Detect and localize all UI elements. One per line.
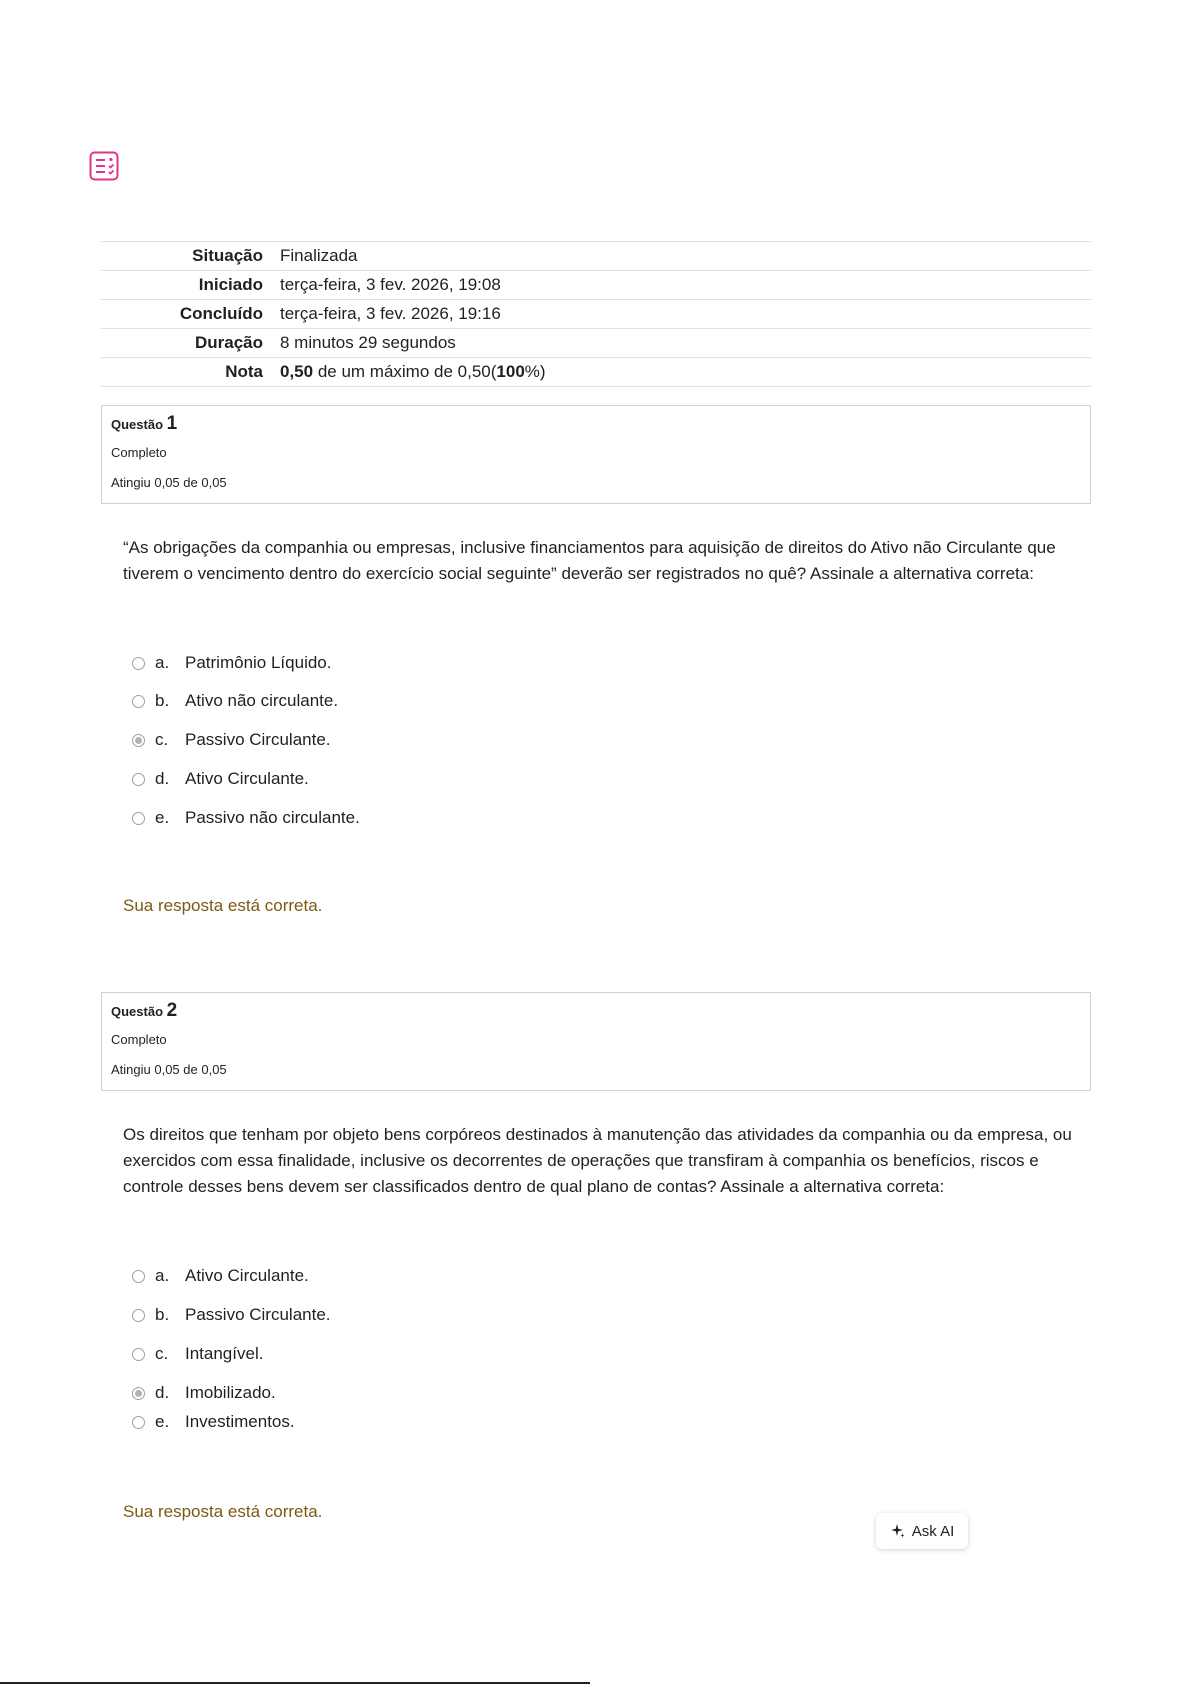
answer-text: Patrimônio Líquido.: [185, 653, 332, 672]
quiz-icon: [89, 151, 119, 181]
answer-letter: e.: [155, 1412, 170, 1431]
summary-label: Iniciado: [198, 275, 263, 294]
radio-button[interactable]: [132, 773, 145, 786]
question-num: 1: [166, 413, 178, 434]
question-state: Completo: [111, 445, 167, 460]
answer-option[interactable]: [132, 1343, 263, 1365]
summary-label: Nota: [225, 362, 263, 381]
answer-option[interactable]: [132, 690, 338, 712]
answer-letter: d.: [155, 1383, 170, 1402]
answer-text: Imobilizado.: [185, 1383, 276, 1402]
question-number: [111, 1000, 177, 1022]
ask-ai-button[interactable]: [876, 1513, 968, 1549]
summary-row-completed: [101, 300, 1091, 329]
radio-button[interactable]: [132, 1416, 145, 1429]
question-number: [111, 413, 177, 435]
summary-label: Situação: [192, 246, 263, 265]
grade-suffix: %): [524, 362, 546, 381]
answer-text: Passivo Circulante.: [185, 1305, 331, 1324]
radio-button[interactable]: [132, 695, 145, 708]
answer-letter: d.: [155, 769, 170, 788]
question-num: 2: [166, 1000, 178, 1021]
answer-text: Intangível.: [185, 1344, 264, 1363]
answer-letter: b.: [155, 691, 170, 710]
answer-text: Passivo não circulante.: [185, 808, 360, 827]
sparkle-icon: [890, 1523, 906, 1539]
answer-option[interactable]: [132, 768, 309, 790]
answer-text: Investimentos.: [185, 1412, 295, 1431]
summary-value: terça-feira, 3 fev. 2026, 19:16: [280, 304, 501, 323]
ask-ai-label: Ask AI: [911, 1522, 955, 1540]
answer-option[interactable]: [132, 1265, 309, 1287]
radio-button[interactable]: [132, 657, 145, 670]
question-info-box: [101, 992, 1091, 1091]
question-text: “As obrigações da companhia ou empresas, inclusive financiamentos para aquisição de direitos do Ativo não Circulante que tiverem o vencimento dentro do exercício social seguinte” deverão ser registrados no quê? Assinale a alternativa correta:: [123, 538, 1056, 583]
attempt-summary-table: [101, 241, 1091, 387]
summary-label: Concluído: [179, 304, 263, 323]
radio-button[interactable]: [132, 1309, 145, 1322]
answer-text: Ativo Circulante.: [185, 1266, 309, 1285]
grade-score: 0,50: [280, 362, 314, 381]
question-grade: Atingiu 0,05 de 0,05: [111, 1062, 227, 1077]
answer-letter: a.: [155, 653, 170, 672]
radio-button-selected[interactable]: [132, 1387, 145, 1400]
answer-text: Passivo Circulante.: [185, 730, 331, 749]
summary-row-duration: [101, 329, 1091, 358]
radio-button-selected[interactable]: [132, 734, 145, 747]
radio-button[interactable]: [132, 812, 145, 825]
summary-value: 8 minutos 29 segundos: [280, 333, 456, 352]
summary-value: Finalizada: [280, 246, 358, 265]
question-prefix: Questão: [111, 1004, 164, 1019]
answer-option[interactable]: [132, 1304, 331, 1326]
radio-button[interactable]: [132, 1348, 145, 1361]
answer-text: Ativo Circulante.: [185, 769, 309, 788]
summary-label: Duração: [194, 333, 263, 352]
question-grade: Atingiu 0,05 de 0,05: [111, 475, 227, 490]
answer-option[interactable]: [132, 1411, 295, 1433]
question-info-box: [101, 405, 1091, 504]
question-text: Os direitos que tenham por objeto bens corpóreos destinados à manutenção das atividades da companhia ou da empresa, ou exercidos com essa finalidade, inclusive os decorrentes de operações que transfiram à companhia os benefícios, riscos e controle desses bens devem ser classificados dentro de qual plano de contas? Assinale a alternativa correta:: [123, 1125, 1072, 1196]
summary-value: terça-feira, 3 fev. 2026, 19:08: [280, 275, 501, 294]
summary-row-grade: [101, 358, 1091, 387]
answer-letter: e.: [155, 808, 170, 827]
answer-option[interactable]: [132, 652, 331, 674]
grade-middle: de um máximo de 0,50(: [313, 362, 497, 381]
answer-letter: a.: [155, 1266, 170, 1285]
answer-text: Ativo não circulante.: [185, 691, 339, 710]
answer-option[interactable]: [132, 807, 360, 829]
grade-percent: 100: [496, 362, 525, 381]
summary-row-started: [101, 271, 1091, 300]
divider: [0, 1682, 590, 1684]
summary-row-status: [101, 242, 1091, 271]
answer-option[interactable]: [132, 1382, 276, 1404]
radio-button[interactable]: [132, 1270, 145, 1283]
question-prefix: Questão: [111, 417, 164, 432]
answer-letter: b.: [155, 1305, 170, 1324]
summary-value: [263, 358, 1091, 387]
answer-letter: c.: [155, 730, 169, 749]
feedback-correct: Sua resposta está correta.: [123, 1502, 323, 1521]
answer-option[interactable]: [132, 729, 331, 751]
feedback-correct: Sua resposta está correta.: [123, 896, 323, 915]
answer-letter: c.: [155, 1344, 169, 1363]
question-state: Completo: [111, 1032, 167, 1047]
